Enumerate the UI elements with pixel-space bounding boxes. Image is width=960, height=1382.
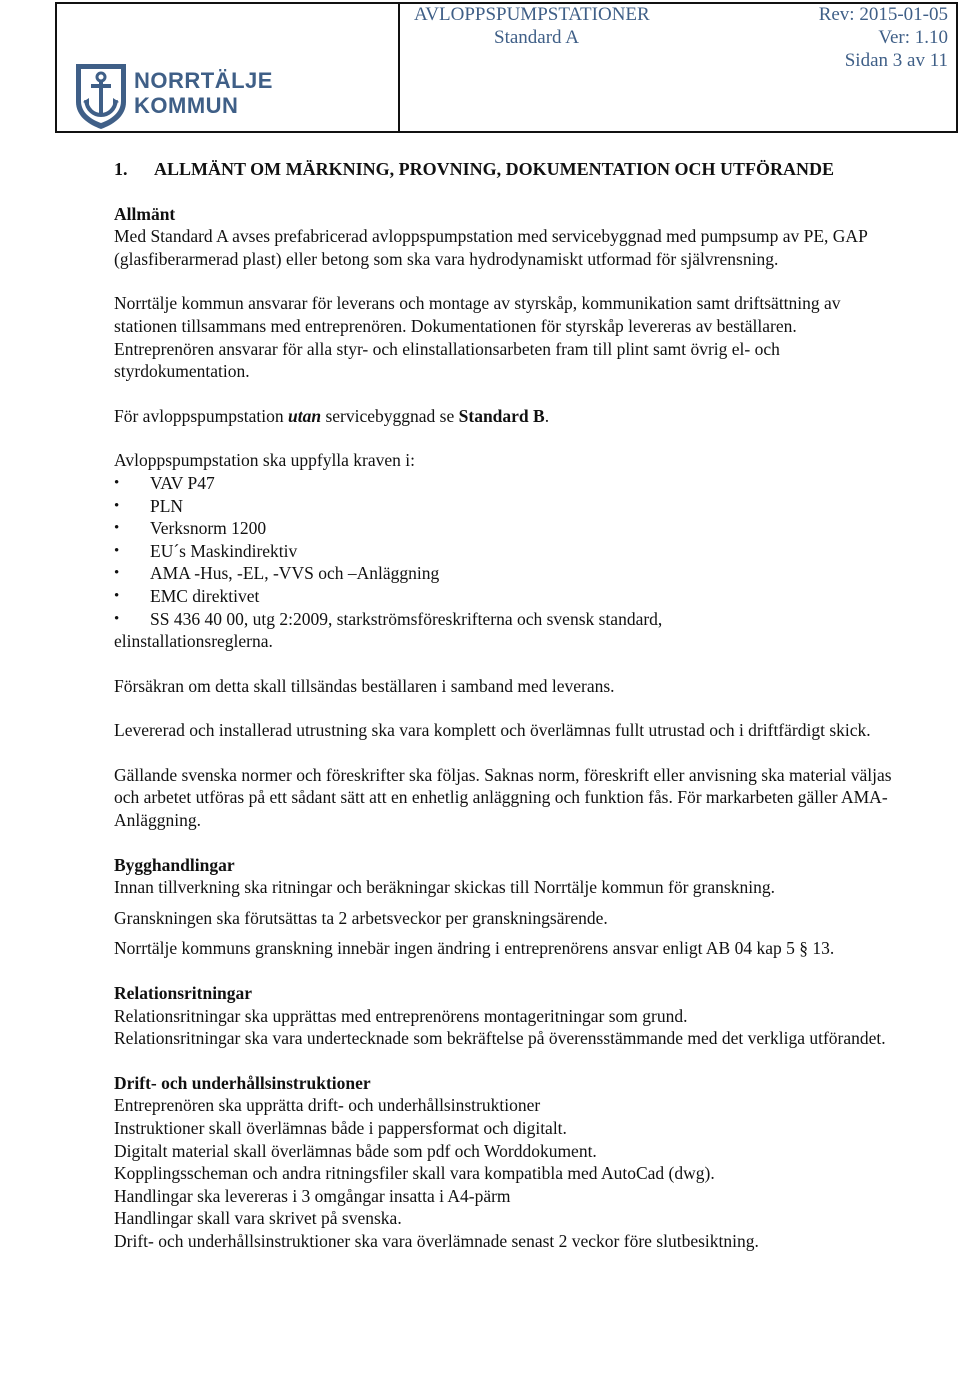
line: Entreprenören ska upprätta drift- och underhållsinstruktioner: [114, 1095, 541, 1116]
line: Drift- och underhållsinstruktioner ska vara överlämnade senast 2 veckor före slutbesiktning.: [114, 1230, 759, 1251]
requirements-tail: elinstallationsreglerna.: [114, 631, 273, 652]
list-item: [114, 585, 894, 608]
list-item: [114, 495, 894, 518]
paragraph: Levererad och installerad utrustning ska vara komplett och överlämnas fullt utrustad och i driftfärdigt skick.: [114, 720, 871, 741]
heading-drift: Drift- och underhållsinstruktioner: [114, 1072, 371, 1093]
bullet-icon: •: [114, 497, 120, 514]
page-header: [0, 0, 960, 137]
logo-line-1: NORRTÄLJE: [134, 68, 273, 93]
document-body: [114, 158, 894, 1253]
text-span: servicebyggnad se: [321, 405, 459, 426]
list-item-text: AMA -Hus, -EL, -VVS och –Anläggning: [150, 563, 440, 584]
paragraph: Försäkran om detta skall tillsändas beställaren i samband med leverans.: [114, 675, 615, 696]
line: Kopplingsscheman och andra ritningsfiler skall vara kompatibla med AutoCad (dwg).: [114, 1163, 715, 1184]
line: Handlingar skall vara skrivet på svenska.: [114, 1208, 402, 1229]
standard-label: Standard A: [494, 27, 579, 48]
version-label: Ver: 1.10: [878, 27, 948, 48]
page-number: Sidan 3 av 11: [844, 50, 948, 71]
heading-allmant: Allmänt: [114, 203, 176, 224]
norrtalje-kommun-logo: [72, 62, 273, 130]
list-item-text: EMC direktivet: [150, 585, 260, 606]
revision-label: Rev: 2015-01-05: [818, 4, 948, 25]
bullet-icon: •: [114, 610, 120, 627]
text-span: .: [544, 405, 550, 426]
list-item: [114, 562, 894, 585]
text-span: För avloppspumpstation: [114, 405, 289, 426]
heading-relationsritningar: Relationsritningar: [114, 983, 253, 1004]
list-item: [114, 517, 894, 540]
paragraph: Innan tillverkning ska ritningar och beräkningar skickas till Norrtälje kommun för granskning.: [114, 877, 775, 898]
document-title: AVLOPPSPUMPSTATIONER: [414, 4, 650, 25]
heading-bygghandlingar: Bygghandlingar: [114, 854, 235, 875]
header-divider: [398, 2, 400, 133]
paragraph: Norrtälje kommuns granskning innebär ingen ändring i entreprenörens ansvar enligt AB 04 kap 5 § 13.: [114, 938, 835, 959]
section-title: ALLMÄNT OM MÄRKNING, PROVNING, DOKUMENTATION OCH UTFÖRANDE: [154, 159, 835, 179]
paragraph: Med Standard A avses prefabricerad avloppspumpstation med servicebyggnad med pumpsump av PE, GAP (glasfiberarmerad plast) eller betong som ska vara hydrodynamiskt utformad för självrensning.: [114, 226, 868, 269]
paragraph: Norrtälje kommun ansvarar för leverans och montage av styrskåp, kommunikation samt driftsättning av stationen tillsammans med entreprenören. Dokumentationen för styrskåp levereras av beställaren. Entreprenören ansvarar för alla styr- och elinstallationsarbeten fram till plint samt övrig el- och styrdokumentation.: [114, 293, 841, 382]
list-item: [114, 608, 894, 631]
section-heading: [114, 158, 894, 181]
line: Instruktioner skall överlämnas både i pappersformat och digitalt.: [114, 1118, 567, 1138]
requirements-intro: Avloppspumpstation ska uppfylla kraven i:: [114, 450, 416, 471]
paragraph: Relationsritningar ska vara undertecknade som bekräftelse på överensstämmande med det verkliga utförandet.: [114, 1028, 886, 1049]
bullet-icon: •: [114, 542, 120, 559]
list-item-text: VAV P47: [150, 472, 215, 493]
requirements-list: [114, 472, 894, 630]
list-item-text: EU´s Maskindirektiv: [150, 540, 298, 561]
bullet-icon: •: [114, 565, 120, 582]
section-number: 1.: [114, 159, 128, 179]
line: Handlingar ska levereras i 3 omgångar insatta i A4-pärm: [114, 1185, 511, 1206]
list-item: [114, 540, 894, 563]
list-item: [114, 472, 894, 495]
anchor-shield-icon: [72, 62, 130, 130]
list-item-text: SS 436 40 00, utg 2:2009, starkströmsföreskrifterna och svensk standard,: [150, 608, 663, 629]
emphasis-standard-b: Standard B: [458, 405, 545, 426]
bullet-icon: •: [114, 587, 120, 604]
emphasis-utan: utan: [288, 405, 322, 426]
paragraph: Relationsritningar ska upprättas med entreprenörens montageritningar som grund.: [114, 1005, 688, 1026]
bullet-icon: •: [114, 520, 120, 537]
line: Digitalt material skall överlämnas både som pdf och Worddokument.: [114, 1140, 597, 1161]
paragraph: Granskningen ska förutsättas ta 2 arbetsveckor per granskningsärende.: [114, 907, 608, 928]
paragraph-standard-b: [114, 405, 894, 428]
logo-line-2: KOMMUN: [134, 93, 239, 118]
list-item-text: Verksnorm 1200: [150, 518, 267, 539]
bullet-icon: •: [114, 474, 120, 491]
list-item-text: PLN: [150, 495, 184, 516]
paragraph: Gällande svenska normer och föreskrifter ska följas. Saknas norm, föreskrift eller anvisning ska material väljas och arbetet utföras på ett sådant sätt att en enhetlig anläggning och funktion fås. För markarbeten gäller AMA-Anläggning.: [114, 764, 892, 831]
